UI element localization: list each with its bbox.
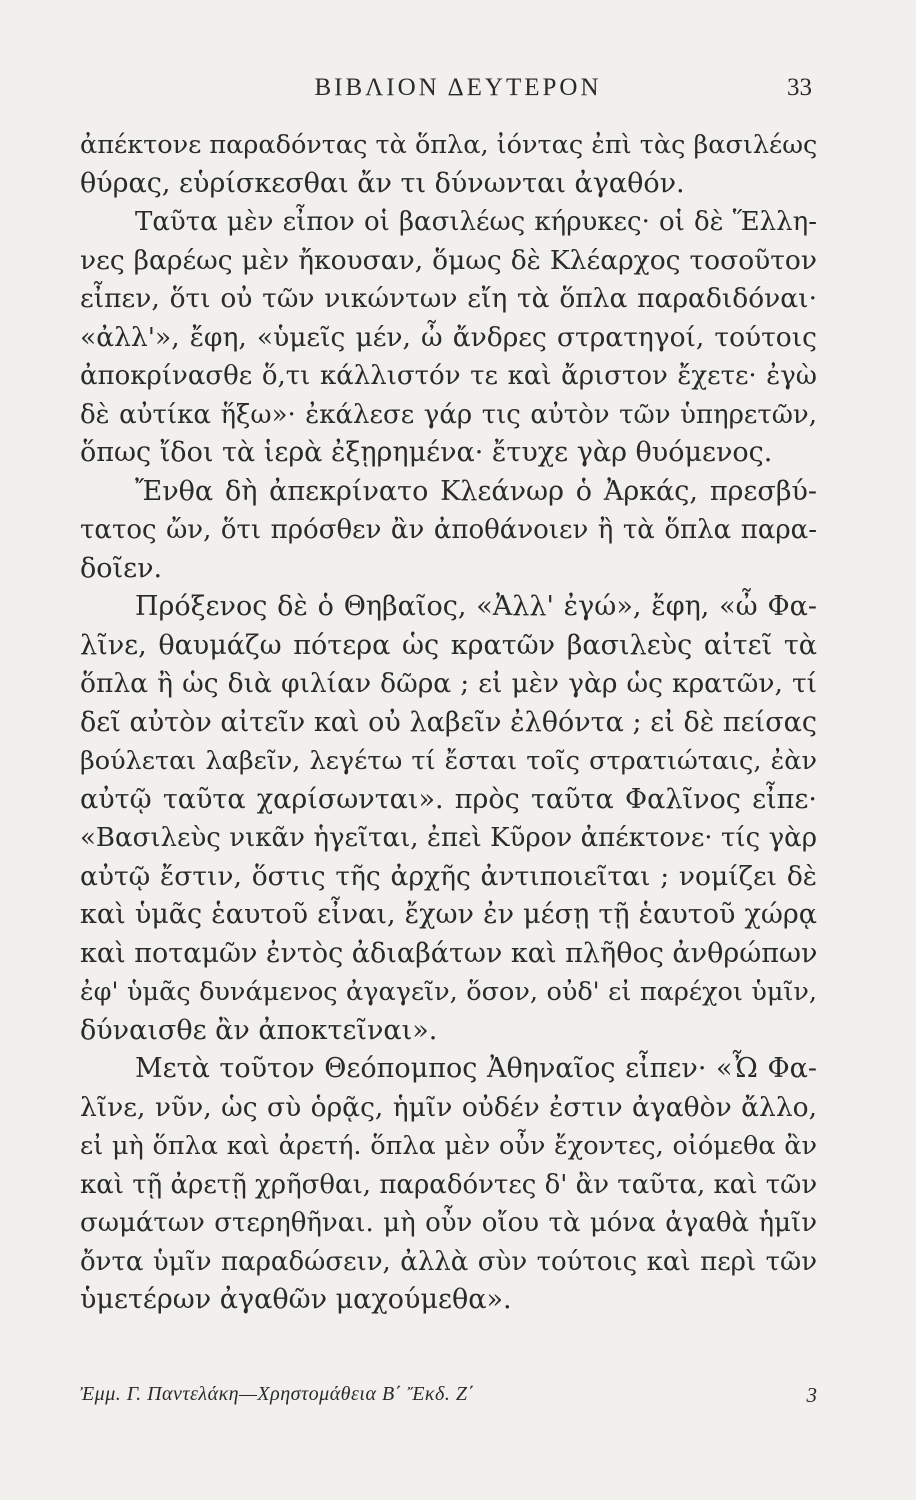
text-line: δύναισθε ἂν ἀποκτεῖναι».: [80, 1014, 438, 1046]
text-line: σωμάτων στερηθῆναι. μὴ οὖν οἴου τὰ μόνα ἀγαθὰ ἡμῖν: [80, 1208, 817, 1238]
text-line: Ταῦτα μὲν εἶπον οἱ βασιλέως κήρυκες· οἱ δὲ Ἕλλη-: [135, 207, 817, 237]
text-line: καὶ τῇ ἀρετῇ χρῆσθαι, παραδόντες δ' ἂν ταῦτα, καὶ τῶν: [80, 1169, 818, 1200]
body-text: [80, 126, 817, 1320]
text-line: αὐτῷ ἔστιν, ὅστις τῆς ἀρχῆς ἀντιποιεῖται ; νομίζει δὲ: [80, 860, 817, 892]
text-line: ὅπλα ἢ ὡς διὰ φιλίαν δῶρα ; εἰ μὲν γὰρ ὡς κρατῶν, τί: [80, 668, 817, 699]
page-number: 33: [787, 74, 812, 101]
text-line: ἀποκρίνασθε ὅ,τι κάλλιστόν τε καὶ ἄριστον ἔχετε· ἐγὼ: [80, 361, 817, 391]
text-line: καὶ ποταμῶν ἐντὸς ἀδιαβάτων καὶ πλῆθος ἀνθρώπων: [80, 937, 818, 969]
text-line: βούλεται λαβεῖν, λεγέτω τί ἔσται τοῖς στρατιώταις, ἐὰν: [80, 746, 817, 776]
footer-note: Ἐμμ. Γ. Παντελάκη—Χρηστομάθεια Β΄ Ἔκδ. Ζ΄: [80, 1383, 475, 1405]
text-line: εἰ μὴ ὅπλα καὶ ἀρετή. ὅπλα μὲν οὖν ἔχοντες, οἰόμεθα ἂν: [80, 1131, 817, 1161]
text-line: λῖνε, νῦν, ὡς σὺ ὁρᾷς, ἡμῖν οὐδέν ἐστιν ἀγαθὸν ἄλλο,: [80, 1091, 817, 1123]
text-line: εἶπεν, ὅτι οὐ τῶν νικώντων εἴη τὰ ὅπλα παραδιδόναι·: [80, 283, 817, 314]
text-line: τατος ὤν, ὅτι πρόσθεν ἂν ἀποθάνοιεν ἢ τὰ ὅπλα παρα-: [80, 515, 817, 545]
text-line: αὐτῷ ταῦτα χαρίσωνται». πρὸς ταῦτα Φαλῖνος εἶπε·: [80, 783, 817, 815]
text-line: καὶ ὑμᾶς ἑαυτοῦ εἶναι, ἔχων ἐν μέσῃ τῇ ἑαυτοῦ χώρᾳ: [80, 899, 817, 930]
text-line: ὑμετέρων ἀγαθῶν μαχούμεθα».: [80, 1284, 512, 1315]
text-line: «Βασιλεὺς νικᾶν ἡγεῖται, ἐπεὶ Κῦρον ἀπέκτονε· τίς γὰρ: [80, 823, 817, 853]
signature-mark: 3: [806, 1383, 817, 1407]
text-line: δοῖεν.: [80, 552, 163, 584]
text-line: Πρόξενος δὲ ὁ Θηβαῖος, «Ἀλλ' ἐγώ», ἔφη, «ὦ Φα-: [135, 591, 817, 622]
running-head: [0, 74, 916, 114]
text-line: δεῖ αὐτὸν αἰτεῖν καὶ οὐ λαβεῖν ἐλθόντα ; εἰ δὲ πείσας: [80, 706, 817, 738]
running-title: ΒΙΒΛΙΟΝ ΔΕΥΤΕΡΟΝ: [314, 74, 602, 101]
text-line: δὲ αὐτίκα ἥξω»· ἐκάλεσε γάρ τις αὐτὸν τῶν ὑπηρετῶν,: [80, 399, 817, 430]
text-line: θύρας, εὑρίσκεσθαι ἄν τι δύνωνται ἀγαθόν.: [80, 167, 685, 199]
text-line: ὅπως ἴδοι τὰ ἱερὰ ἐξῃρημένα· ἔτυχε γὰρ θυόμενος.: [80, 437, 773, 468]
text-line: ἀπέκτονε παραδόντας τὰ ὅπλα, ἰόντας ἐπὶ τὰς βασιλέως: [80, 130, 818, 160]
page-footer: [80, 1383, 817, 1419]
text-line: Ἔνθα δὴ ἀπεκρίνατο Κλεάνωρ ὁ Ἀρκάς, πρεσβύ-: [135, 475, 817, 507]
text-line: ὄντα ὑμῖν παραδώσειν, ἀλλὰ σὺν τούτοις καὶ περὶ τῶν: [80, 1246, 817, 1277]
text-line: νες βαρέως μὲν ἤκουσαν, ὅμως δὲ Κλέαρχος τοσοῦτον: [80, 244, 817, 276]
text-line: ἐφ' ὑμᾶς δυνάμενος ἀγαγεῖν, ὅσον, οὐδ' εἰ παρέχοι ὑμῖν,: [80, 977, 817, 1007]
text-line: λῖνε, θαυμάζω πότερα ὡς κρατῶν βασιλεὺς αἰτεῖ τὰ: [80, 629, 817, 661]
text-line: «ἀλλ'», ἔφη, «ὑμεῖς μέν, ὦ ἄνδρες στρατηγοί, τούτοις: [80, 321, 817, 353]
text-line: Μετὰ τοῦτον Θεόπομπος Ἀθηναῖος εἶπεν· «Ὦ Φα-: [135, 1053, 817, 1084]
